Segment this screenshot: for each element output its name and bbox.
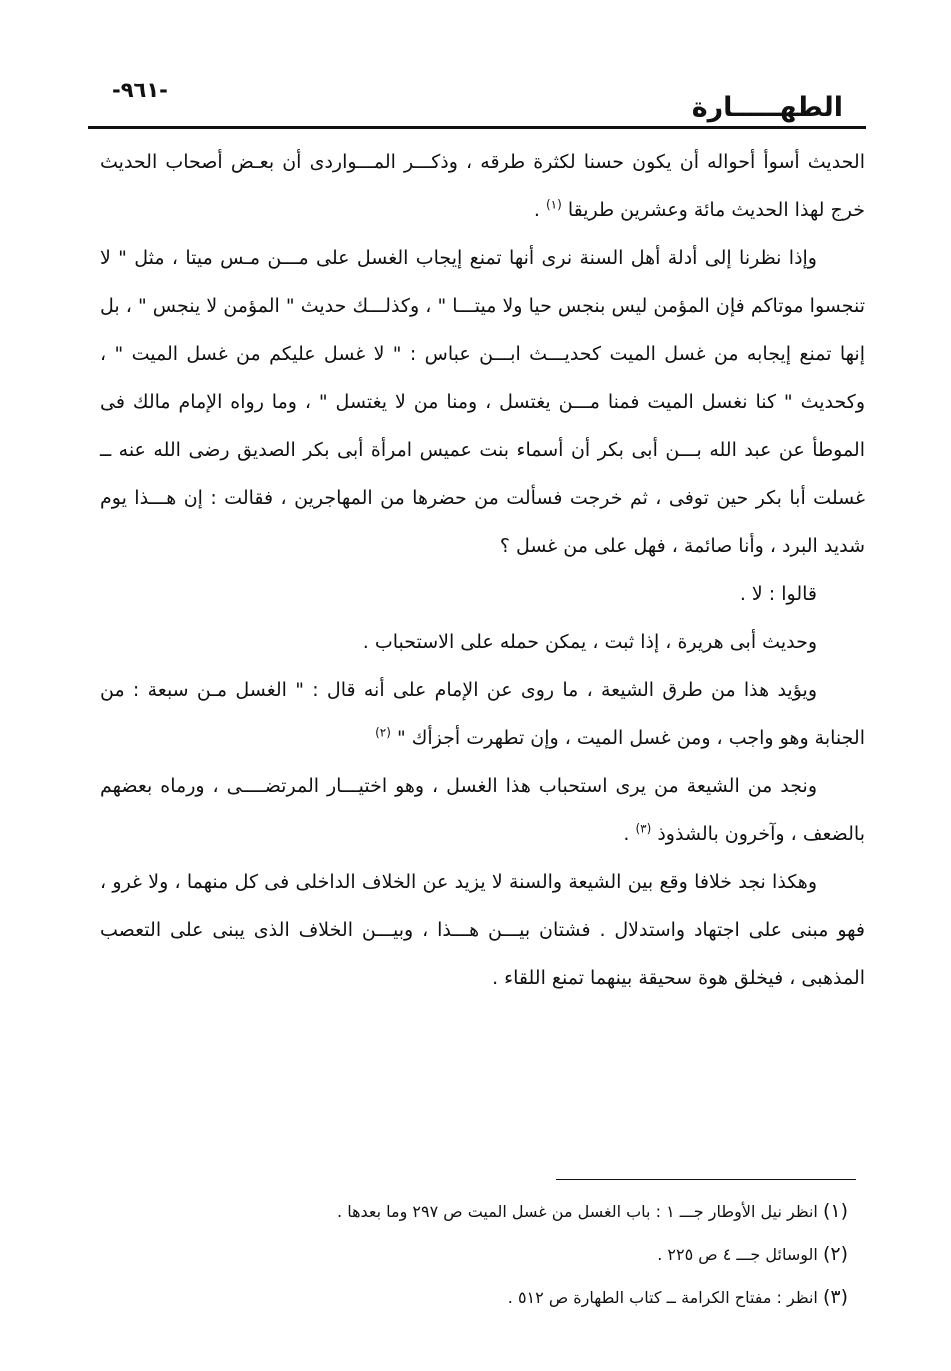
main-text <box>100 138 865 1002</box>
paragraph-6-text: ونجد من الشيعة من يرى استحباب هذا الغسل ، وهو اختيـــار المرتضــــى ، ورماه بعضهم بالضعف ، وآخرون بالشذوذ <box>100 775 865 845</box>
page-number: -٩٦١- <box>112 78 168 102</box>
footnote-ref-1: (١) <box>545 197 562 212</box>
paragraph-1-end: . <box>533 199 546 221</box>
footnote-3-number: (٣) <box>822 1286 848 1308</box>
paragraph-1-text: الحديث أسوأ أحواله أن يكون حسنا لكثرة طرقه ، وذكـــر المـــواردى أن بعـض أصحاب الحديث خرج لهذا الحديث مائة وعشرين طريقا <box>100 151 865 221</box>
paragraph-6 <box>100 762 865 858</box>
paragraph-3: قالوا : لا . <box>739 583 817 605</box>
footnote-2-number: (٢) <box>822 1243 848 1265</box>
paragraph-7: وهكذا نجد خلافا وقع بين الشيعة والسنة لا يزيد عن الخلاف الداخلى فى كل منهما ، ولا غرو ، فهو مبنى على اجتهاد واستدلال . فشتان بيـــن هـــذا ، وبيـــن الخلاف الذى يبنى على التعصب المذهبى ، فيخلق هوة سحيقة بينهما تمنع اللقاء . <box>100 871 865 989</box>
footnote-ref-2: (٢) <box>375 725 391 740</box>
paragraph-2: وإذا نظرنا إلى أدلة أهل السنة نرى أنها تمنع إيجاب الغسل على مـــن مـس ميتا ، مثل " لا تنجسوا موتاكم فإن المؤمن ليس بنجس حيا ولا ميتـــا " ، وكذلـــك حديث " المؤمن لا ينجس " ، بل إنها تمنع إيجابه من غسل الميت كحديـــث ابـــن عباس : " لا غسل عليكم من غسل الميت " ، وكحديث " كنا نغسل الميت فمنا مـــن يغتسل ، ومنا من لا يغتسل " ، وما رواه الإمام مالك فى الموطأ عن عبد الله بـــن أبى بكر أن أسماء بنت عميس امرأة أبى بكر الصديق رضى الله عنه ــ غسلت أبا بكر حين توفى ، ثم خرجت فسألت من حضرها من المهاجرين ، فقالت : إن هـــذا يوم شديد البرد ، وأنا صائمة ، فهل على من غسل ؟ <box>100 247 865 557</box>
footnote-ref-3: (٣) <box>635 821 652 836</box>
paragraph-1 <box>100 138 865 234</box>
header-rule <box>88 126 866 129</box>
footnote-rule <box>556 1179 856 1180</box>
footnote-3-text: انظر : مفتاح الكرامة ــ كتاب الطهارة ص ٥١٢ . <box>507 1288 818 1307</box>
paragraph-6-end: . <box>623 823 636 845</box>
footnote-1-text: انظر نيل الأوطار جـــ ١ : باب الغسل من غسل الميت ص ٢٩٧ وما بعدها . <box>337 1202 818 1221</box>
paragraph-4: وحديث أبى هريرة ، إذا ثبت ، يمكن حمله على الاستحباب . <box>362 631 817 653</box>
running-title: الطهـــــارة <box>691 92 843 123</box>
paragraph-5 <box>100 666 865 762</box>
footnote-1-number: (١) <box>822 1200 848 1222</box>
footnote-3 <box>100 1276 848 1319</box>
footnote-2 <box>100 1233 848 1276</box>
footnotes <box>100 1190 848 1319</box>
paragraph-5-text: ويؤيد هذا من طرق الشيعة ، ما روى عن الإمام على أنه قال : " الغسل مـن سبعة : من الجنابة وهو واجب ، ومن غسل الميت ، وإن تطهرت أجزأك " <box>100 679 865 749</box>
footnote-2-text: الوسائل جـــ ٤ ص ٢٢٥ . <box>657 1245 818 1264</box>
footnote-1 <box>100 1190 848 1233</box>
